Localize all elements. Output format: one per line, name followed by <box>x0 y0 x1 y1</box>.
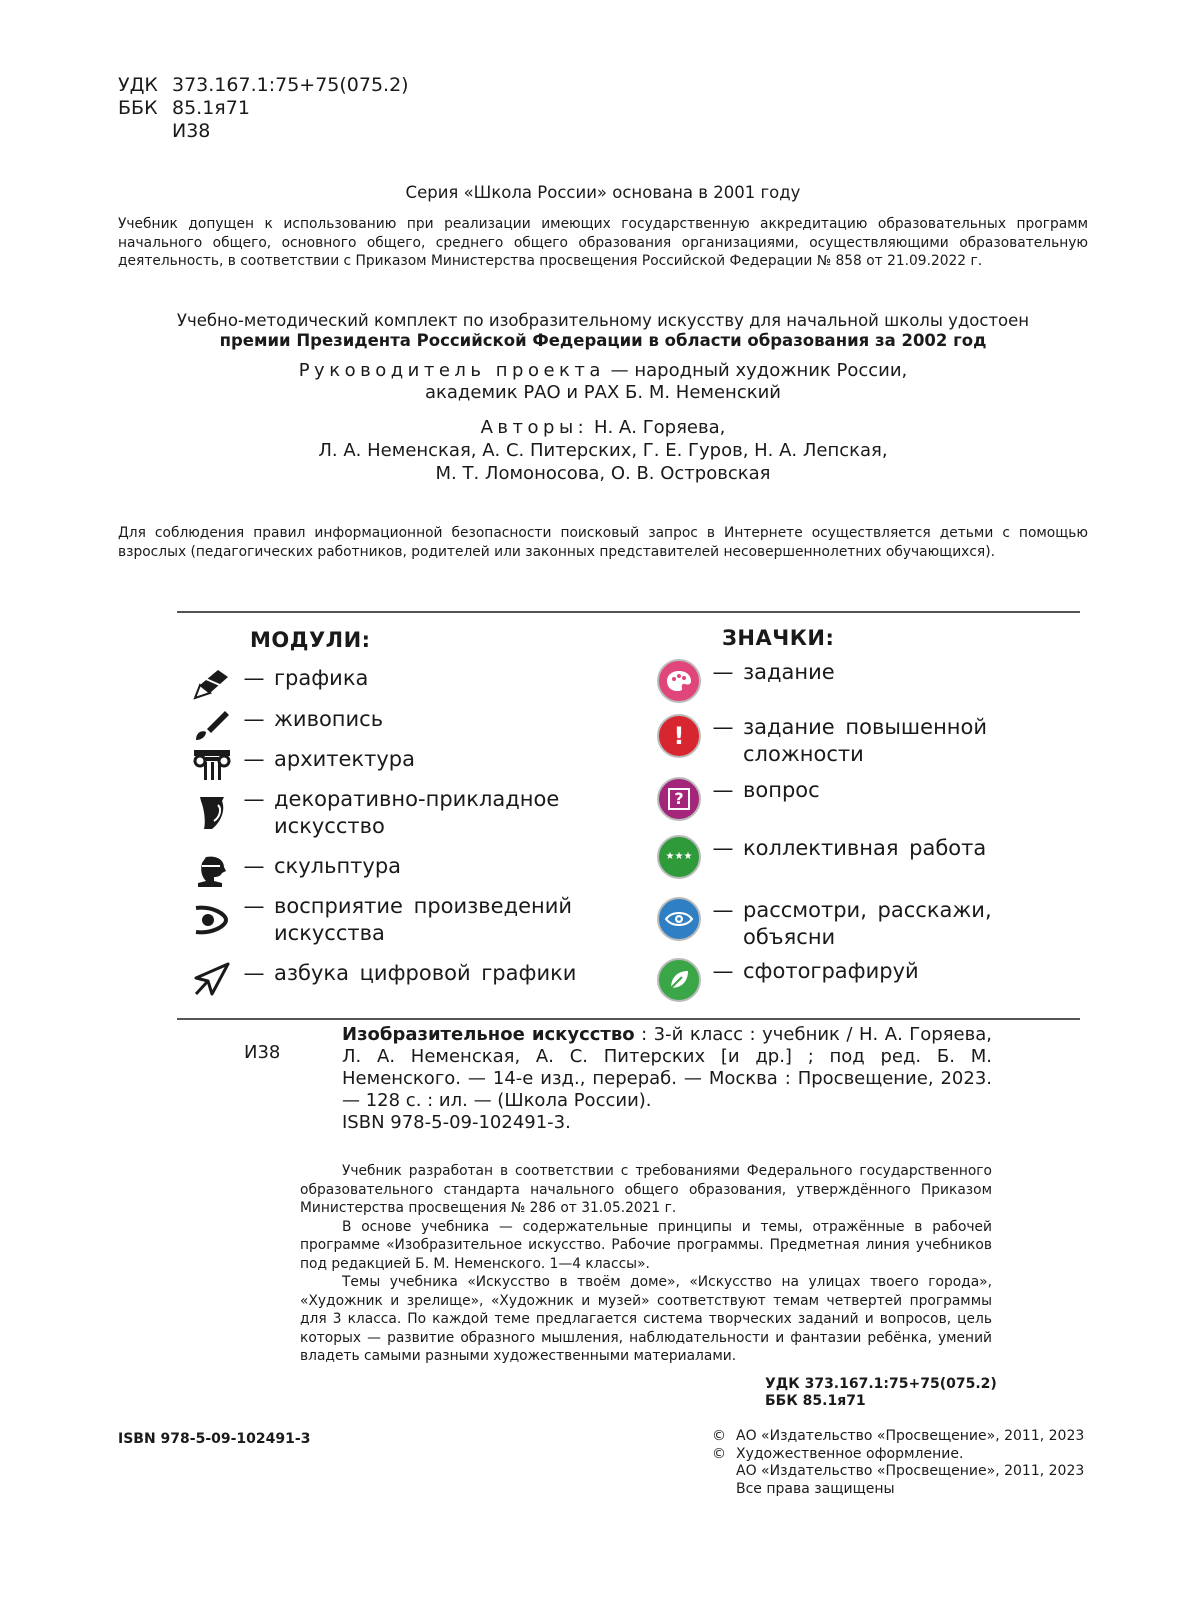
vase-icon <box>190 786 234 840</box>
question-icon <box>657 777 701 821</box>
safety-notice: Для соблюдения правил информационной безопасности поисковый запрос в Интернете осуществляется детьми с помощью взрослых (педагогических работников, родителей или законных представителей несовершеннолетних обучающихся). <box>118 525 1088 560</box>
annotation-paragraph: В основе учебника — содержательные принципы и темы, отражённые в рабочей программе «Изобразительное искусство. Рабочие программы. Предметная линия учебников под редакцией Б. М. Неменского. 1—4 классы». <box>300 1218 992 1272</box>
award-line-1: Учебно-методический комплект по изобразительному искусству для начальной школы удостоен <box>176 311 1030 330</box>
badge-photograph <box>657 958 1073 1002</box>
badge-label: сфотографируй <box>743 959 919 983</box>
copyright-symbol: © <box>712 1445 726 1462</box>
module-label: скульптура <box>274 854 402 878</box>
authors-line-3: М. Т. Ломоносова, О. В. Островская <box>435 463 771 484</box>
project-lead <box>118 360 1088 404</box>
badge-dash: — <box>712 836 734 860</box>
badge-label: задание <box>743 660 835 684</box>
pencil-icon <box>190 665 234 703</box>
annotation <box>300 1162 992 1366</box>
copyright-line-3: АО «Издательство «Просвещение», 2011, 2023 <box>736 1463 1085 1479</box>
catalog-title: Изобразительное искусство <box>342 1024 635 1045</box>
project-lead-label: Руководитель проекта <box>298 360 605 381</box>
module-graphics <box>190 665 604 703</box>
leaf-icon <box>657 958 701 1002</box>
module-perception <box>190 893 604 947</box>
project-lead-line-2: академик РАО и РАХ Б. М. Неменский <box>425 382 781 403</box>
badge-dash: — <box>712 660 734 684</box>
authors-block <box>118 416 1088 485</box>
classification-header <box>118 74 409 143</box>
bbk-label: ББК <box>118 97 158 119</box>
module-label: графика <box>274 666 369 690</box>
catalog-entry <box>300 1024 992 1134</box>
badge-task <box>657 659 1073 703</box>
authors-label: Авторы: <box>480 417 589 438</box>
module-dash: — <box>243 787 265 811</box>
rights-reserved: Все права защищены <box>736 1480 895 1497</box>
badges-title: ЗНАЧКИ: <box>722 626 835 650</box>
catalog-classification <box>765 1376 997 1410</box>
approval-text: Учебник допущен к использованию при реализации имеющих государственную аккредитацию образовательных программ начального общего, основного общего, среднего общего образования организациями, осуществляющими образовательную деятельность, в соответствии с Приказом Министерства просвещения Российской Федерации № 858 от 21.09.2022 г. <box>118 216 1088 269</box>
badge-label: коллективная работа <box>743 836 987 860</box>
badge-look-explain <box>657 897 1073 951</box>
module-dash: — <box>243 747 265 771</box>
badge-team-work <box>657 835 1073 879</box>
catalog-isbn: ISBN 978-5-09-102491-3. <box>342 1112 571 1133</box>
badge-question <box>657 777 1073 821</box>
badge-hard-task <box>657 714 1073 768</box>
catalog-udk: УДК 373.167.1:75+75(075.2) <box>765 1376 997 1392</box>
question-glyph: ? <box>668 788 690 810</box>
author-mark: И38 <box>172 120 211 142</box>
copyright-line-2: Художественное оформление. <box>736 1445 964 1462</box>
copyright-symbol: © <box>712 1428 726 1444</box>
module-dash: — <box>243 666 265 690</box>
series-line: Серия «Школа России» основана в 2001 году <box>405 183 801 202</box>
award-text <box>118 311 1088 351</box>
module-label: живопись <box>274 707 384 731</box>
module-label: восприятие произведений искусства <box>274 894 573 945</box>
bbk-value: 85.1я71 <box>172 97 250 119</box>
stars-icon: ★★★ <box>657 835 701 879</box>
badge-label: вопрос <box>743 778 820 802</box>
annotation-paragraph: Учебник разработан в соответствии с требованиями Федерального государственного образовательного стандарта начального общего образования, утверждённого Приказом Министерства просвещения № 286 от 31.05.2021 г. <box>300 1163 992 1216</box>
module-dash: — <box>243 707 265 731</box>
award-line-2: премии Президента Российской Федерации в области образования за 2002 год <box>219 331 987 350</box>
module-dash: — <box>243 961 265 985</box>
copyright-block <box>712 1428 1084 1498</box>
module-dash: — <box>243 894 265 918</box>
module-architecture <box>190 746 604 784</box>
column-capital-icon <box>190 746 234 784</box>
annotation-paragraph: Темы учебника «Искусство в твоём доме», «Искусство на улицах твоего города», «Художник и зрелище», «Художник и музей» соответствуют темам четвертей программы для 3 класса. По каждой теме предлагается система творческих заданий и вопросов, цель которых — развитие образного мышления, наблюдательности и фантазии ребёнка, умений владеть самыми разными художественными материалами. <box>300 1274 992 1364</box>
module-label: декоративно-прикладное искусство <box>274 787 560 838</box>
udk-label: УДК <box>118 74 158 96</box>
badge-dash: — <box>712 715 734 739</box>
paintbrush-icon <box>190 706 234 744</box>
footer-isbn: ISBN 978-5-09-102491-3 <box>118 1431 311 1447</box>
authors-line-1: Н. А. Горяева, <box>588 417 726 438</box>
authors-line-2: Л. А. Неменская, А. С. Питерских, Г. Е. Гуров, Н. А. Лепская, <box>318 440 888 461</box>
badge-label: задание повышенной сложности <box>743 715 988 766</box>
legend-top-divider <box>177 611 1080 613</box>
module-decorative <box>190 786 604 840</box>
eye-icon <box>190 893 234 947</box>
badge-dash: — <box>712 959 734 983</box>
module-digital <box>190 960 604 998</box>
udk-value: 373.167.1:75+75(075.2) <box>172 74 409 96</box>
catalog-code: И38 <box>244 1042 281 1063</box>
module-dash: — <box>243 854 265 878</box>
eye-icon <box>657 897 701 941</box>
badge-label: рассмотри, расскажи, объясни <box>743 898 992 949</box>
module-sculpture <box>190 853 604 891</box>
palette-icon <box>657 659 701 703</box>
catalog-bbk: ББК 85.1я71 <box>765 1393 866 1409</box>
copyright-line-1: АО «Издательство «Просвещение», 2011, 2023 <box>736 1428 1085 1444</box>
bust-icon <box>190 853 234 891</box>
exclamation-icon: ! <box>657 714 701 758</box>
project-lead-line-1: — народный художник России, <box>604 360 908 381</box>
badge-dash: — <box>712 778 734 802</box>
module-painting <box>190 706 604 744</box>
catalog-description: : 3-й класс : учебник / Н. А. Горяева, Л. А. Неменская, А. С. Питерских [и др.] ; под ред. Б. М. Неменского. — 14-е изд., перераб. — Москва : Просвещение, 2023. — 128 с. : ил. — (Школа России). <box>342 1024 992 1111</box>
badge-dash: — <box>712 898 734 922</box>
modules-title: МОДУЛИ: <box>250 628 371 652</box>
module-label: азбука цифровой графики <box>274 961 577 985</box>
cursor-arrow-icon <box>190 960 234 998</box>
module-label: архитектура <box>274 747 415 771</box>
legend-bottom-divider <box>177 1018 1080 1020</box>
